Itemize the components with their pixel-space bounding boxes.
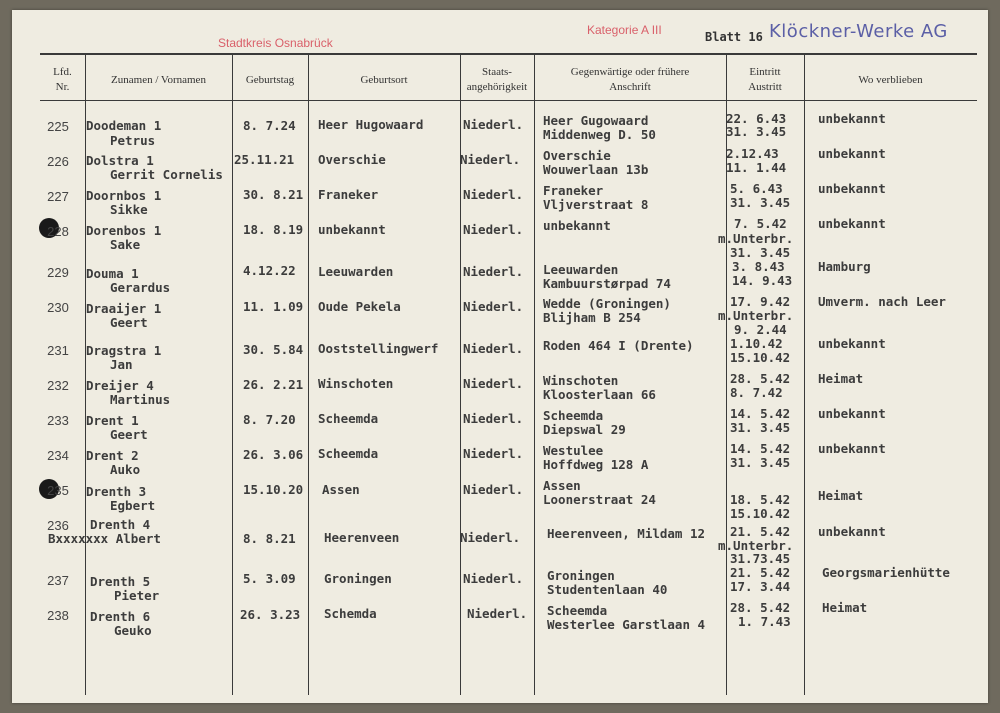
exit-date: 11. 1.44 [726,160,787,175]
birthdate: 15.10.20 [243,482,304,497]
nationality: Niederl. [463,222,524,237]
exit-note: m.Unterbr. [718,308,794,323]
entry-date: 7. 5.42 [734,216,787,231]
column-line [308,55,309,695]
whereabouts: unbekannt [818,441,886,456]
birthplace: Schemda [324,606,377,621]
whereabouts: Heimat [818,488,864,503]
surname: Dolstra 1 [86,153,154,168]
first-name: Gerardus [110,280,171,295]
whereabouts: unbekannt [818,216,886,231]
nationality: Niederl. [460,530,521,545]
row-number: 236 [47,518,69,533]
first-name: Egbert [110,498,156,513]
row-number: 228 [47,224,69,239]
entry-date: 1.10.42 [730,336,783,351]
header-entry-exit: Eintritt Austritt [748,66,782,93]
entry-date: 14. 5.42 [730,441,791,456]
first-name: Geuko [114,623,152,638]
entry-date: 14. 5.42 [730,406,791,421]
address-line: Leeuwarden [543,262,619,277]
address-line: Heer Gugowaard [543,113,649,128]
nationality: Niederl. [463,482,524,497]
surname: Draaijer 1 [86,301,162,316]
first-name: Sikke [110,202,148,217]
surname: Drenth 4 [90,517,151,532]
whereabouts: unbekannt [818,336,886,351]
header-address: Gegenwärtige oder frühere Anschrift [570,66,690,93]
nationality: Niederl. [460,152,521,167]
column-line [804,55,805,695]
address-line: Studentenlaan 40 [547,582,668,597]
surname: Drenth 6 [90,609,151,624]
birthplace: Scheemda [318,411,379,426]
birthplace: Scheemda [318,446,379,461]
surname: Douma 1 [86,266,139,281]
first-name: Sake [110,237,141,252]
header-rule [40,100,977,101]
row-number: 226 [47,154,69,169]
row-number: 231 [47,343,69,358]
address-line: Scheemda [543,408,604,423]
entry-date: 22. 6.43 [726,111,787,126]
birthdate: 25.11.21 [234,152,295,167]
birthdate: 5. 3.09 [243,571,296,586]
entry-date: 28. 5.42 [730,600,791,615]
category-stamp: Kategorie A III [587,23,662,37]
address-line: Heerenveen, Mildam 12 [547,526,706,541]
column-line [85,55,86,695]
first-name: Jan [110,357,133,372]
exit-date: 8. 7.42 [730,385,783,400]
birthplace: Franeker [318,187,379,202]
surname: Dreijer 4 [86,378,154,393]
first-name: Martinus [110,392,171,407]
exit-note: m.Unterbr. [718,538,794,553]
first-name: Gerrit Cornelis [110,167,223,182]
birthplace: Winschoten [318,376,394,391]
birthdate: 30. 5.84 [243,342,304,357]
first-name: Bxxxxxxx Albert [48,531,161,546]
address-line: Scheemda [547,603,608,618]
top-rule [40,53,977,55]
exit-date: 31. 3.45 [730,455,791,470]
header-nationality: Staats- angehörigkeit [466,66,528,93]
entry-date: 2.12.43 [726,146,779,161]
address-line: Hoffdweg 128 A [543,457,649,472]
birthplace: Assen [322,482,360,497]
sheet-number: Blatt 16 [705,30,763,44]
header-birthdate: Geburtstag [245,74,295,86]
birthdate: 26. 3.23 [240,607,301,622]
address-line: Overschie [543,148,611,163]
nationality: Niederl. [463,117,524,132]
birthplace: Leeuwarden [318,264,394,279]
entry-date: 5. 6.43 [730,181,783,196]
header-birthplace: Geburtsort [360,74,408,86]
nationality: Niederl. [463,264,524,279]
entry-date: 18. 5.42 [730,492,791,507]
exit-date: 1. 7.43 [738,614,791,629]
birthplace: unbekannt [318,222,386,237]
nationality: Niederl. [467,606,528,621]
entry-date: 28. 5.42 [730,371,791,386]
row-number: 235 [47,483,69,498]
birthplace: Heer Hugowaard [318,117,424,132]
whereabouts: Hamburg [818,259,871,274]
address-line: Loonerstraat 24 [543,492,656,507]
exit-date: 14. 9.43 [732,273,793,288]
column-line [534,55,535,695]
header-whereabouts: Wo verblieben [858,74,923,86]
address-line: Wedde (Groningen) [543,296,671,311]
birthplace: Groningen [324,571,392,586]
surname: Dorenbos 1 [86,223,162,238]
whereabouts: Heimat [822,600,868,615]
company-stamp: Klöckner-Werke AG [769,21,948,42]
surname: Drenth 5 [90,574,151,589]
header-name: Zunamen / Vornamen [111,74,206,86]
birthplace: Oude Pekela [318,299,401,314]
birthdate: 8. 8.21 [243,531,296,546]
whereabouts: unbekannt [818,111,886,126]
address-line: Diepswal 29 [543,422,626,437]
nationality: Niederl. [463,411,524,426]
first-name: Petrus [110,133,156,148]
surname: Doodeman 1 [86,118,162,133]
district-stamp: Stadtkreis Osnabrück [218,36,333,50]
exit-date: 15.10.42 [730,506,791,521]
row-number: 229 [47,265,69,280]
entry-date: 21. 5.42 [730,565,791,580]
whereabouts: Georgsmarienhütte [822,565,950,580]
whereabouts: unbekannt [818,181,886,196]
birthplace: Overschie [318,152,386,167]
exit-date: 15.10.42 [730,350,791,365]
address-line: Kloosterlaan 66 [543,387,656,402]
address-line: Westerlee Garstlaan 4 [547,617,706,632]
address-line: Assen [543,478,581,493]
address-line: Winschoten [543,373,619,388]
whereabouts: Umverm. nach Leer [818,294,946,309]
exit-date: 9. 2.44 [734,322,787,337]
nationality: Niederl. [463,187,524,202]
nationality: Niederl. [463,446,524,461]
address-line: unbekannt [543,218,611,233]
nationality: Niederl. [463,376,524,391]
whereabouts: unbekannt [818,524,886,539]
address-line: Roden 464 I (Drente) [543,338,694,353]
first-name: Geert [110,427,148,442]
row-number: 238 [47,608,69,623]
address-line: Wouwerlaan 13b [543,162,649,177]
first-name: Geert [110,315,148,330]
row-number: 232 [47,378,69,393]
birthplace: Ooststellingwerf [318,341,439,356]
birthdate: 26. 2.21 [243,377,304,392]
surname: Dragstra 1 [86,343,162,358]
whereabouts: Heimat [818,371,864,386]
row-number: 230 [47,300,69,315]
first-name: Pieter [114,588,160,603]
birthplace: Heerenveen [324,530,400,545]
birthdate: 8. 7.24 [243,118,296,133]
exit-note: m.Unterbr. [718,231,794,246]
birthdate: 26. 3.06 [243,447,304,462]
surname: Drent 2 [86,448,139,463]
exit-date: 31. 3.45 [730,420,791,435]
nationality: Niederl. [463,341,524,356]
header-lfd-nr: Lfd. Nr. [53,66,72,93]
address-line: Franeker [543,183,604,198]
exit-date: 17. 3.44 [730,579,791,594]
address-line: Vljverstraat 8 [543,197,649,212]
row-number: 227 [47,189,69,204]
row-number: 237 [47,573,69,588]
birthdate: 18. 8.19 [243,222,304,237]
column-line [232,55,233,695]
first-name: Auko [110,462,141,477]
whereabouts: unbekannt [818,146,886,161]
nationality: Niederl. [463,299,524,314]
whereabouts: unbekannt [818,406,886,421]
nationality: Niederl. [463,571,524,586]
surname: Drenth 3 [86,484,147,499]
exit-date: 31. 3.45 [730,195,791,210]
column-line [460,55,461,695]
row-number: 225 [47,119,69,134]
row-number: 234 [47,448,69,463]
record-card [12,10,988,703]
entry-date: 17. 9.42 [730,294,791,309]
exit-date: 31.73.45 [730,551,791,566]
birthdate: 30. 8.21 [243,187,304,202]
exit-date: 31. 3.45 [726,124,787,139]
address-line: Blijham B 254 [543,310,641,325]
exit-date: 31. 3.45 [730,245,791,260]
surname: Doornbos 1 [86,188,162,203]
entry-date: 3. 8.43 [732,259,785,274]
address-line: Kambuurstørpad 74 [543,276,671,291]
entry-date: 21. 5.42 [730,524,791,539]
surname: Drent 1 [86,413,139,428]
address-line: Middenweg D. 50 [543,127,656,142]
address-line: Groningen [547,568,615,583]
birthdate: 8. 7.20 [243,412,296,427]
birthdate: 11. 1.09 [243,299,304,314]
birthdate: 4.12.22 [243,263,296,278]
address-line: Westulee [543,443,604,458]
row-number: 233 [47,413,69,428]
